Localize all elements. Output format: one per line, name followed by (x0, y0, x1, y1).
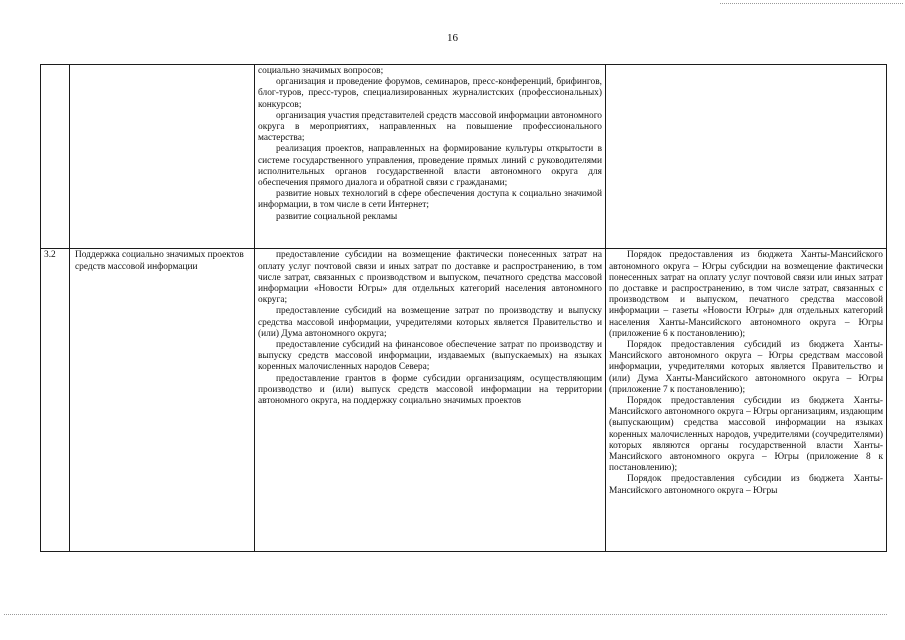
page-number: 16 (447, 32, 458, 44)
row-number-cell (41, 65, 70, 249)
row-name-cell (70, 65, 255, 249)
activity-item: развитие новых технологий в сфере обеспечения доступа к социально значимой информации, в том числе в сети Интернет; (258, 189, 602, 211)
scan-edge-bottom (4, 614, 887, 615)
row-number-cell: 3.2 (41, 249, 70, 552)
table-row-continuation (41, 65, 887, 249)
document-item: Порядок предоставления из бюджета Ханты-Мансийского автономного округа – Югры субсидии на возмещение фактически понесенных затрат на оплату услуг почтовой связи или иных затрат по доставке и распространению, в том числе затрат, связанных с производством и выпуском, печатного средства массовой информации – газеты «Новости Югры» для отдельных категорий населения Ханты-Мансийского автономного округа – Югры (приложение 6 к постановлению); (609, 250, 883, 339)
activities-cell (255, 249, 606, 552)
activity-item: предоставление субсидий на финансовое обеспечение затрат по производству и выпуску средств массовой информации, издаваемых (выпускаемых) на языках коренных малочисленных народов Севера; (258, 340, 602, 373)
activity-item: предоставление субсидий на возмещение затрат по производству и выпуску средства массовой информации, учредителями которых является Правительство и (или) Дума автономного округа; (258, 306, 602, 339)
activity-item: организация и проведение форумов, семинаров, пресс-конференций, брифингов, блог-туров, пресс-туров, специализированных журналистских (профессиональных) конкурсов; (258, 77, 602, 110)
document-item: Порядок предоставления субсидии из бюджета Ханты-Мансийского автономного округа – Югры (609, 474, 883, 496)
table-row-3-2 (41, 249, 887, 552)
document-item: Порядок предоставления субсидий из бюджета Ханты-Мансийского автономного округа – Югры средствам массовой информации, учредителями которых является Правительство и (или) Дума Ханты-Мансийского автономного округа – Югры (приложение 7 к постановлению); (609, 340, 883, 395)
activity-item: развитие социальной рекламы (276, 211, 398, 222)
row-name-cell: Поддержка социально значимых проектов средств массовой информации (70, 249, 255, 552)
activity-item: реализация проектов, направленных на формирование культуры открытости в системе государственного управления, проведение прямых линий с руководителями исполнительных органов государственной власти автономного округа для обеспечения прямого диалога и обратной связи с гражданами; (258, 144, 602, 189)
activities-cell (255, 65, 606, 249)
documents-cell (606, 249, 887, 552)
scan-edge-top (720, 3, 903, 4)
activity-item: организация участия представителей средств массовой информации автономного округа в мероприятиях, направленных на повышение профессионального мастерства; (258, 110, 602, 144)
activity-item: предоставление грантов в форме субсидии организациям, осуществляющим производство и (или) выпуск средств массовой информации на территории автономного округа, на поддержку социально значимых проектов (258, 373, 602, 407)
program-table (40, 64, 887, 552)
activity-item: предоставление субсидии на возмещение фактически понесенных затрат на оплату услуг почтовой связи и иных затрат по доставке и распространению, в том числе затрат, связанных с производством и выпуском, печатного средства массовой информации «Новости Югры» для отдельных категорий населения автономного округа; (258, 250, 602, 306)
documents-cell (606, 65, 887, 249)
activity-item: социально значимых вопросов; (258, 66, 384, 76)
document-item: Порядок предоставления субсидии из бюджета Ханты-Мансийского автономного округа – Югры организациям, издающим (выпускающим) средства массовой информации на языках коренных малочисленных народов, учредителями (соучредителями) которых являются органы государственной власти Ханты-Мансийского автономного округа – Югры (приложение 8 к постановлению); (609, 396, 883, 474)
